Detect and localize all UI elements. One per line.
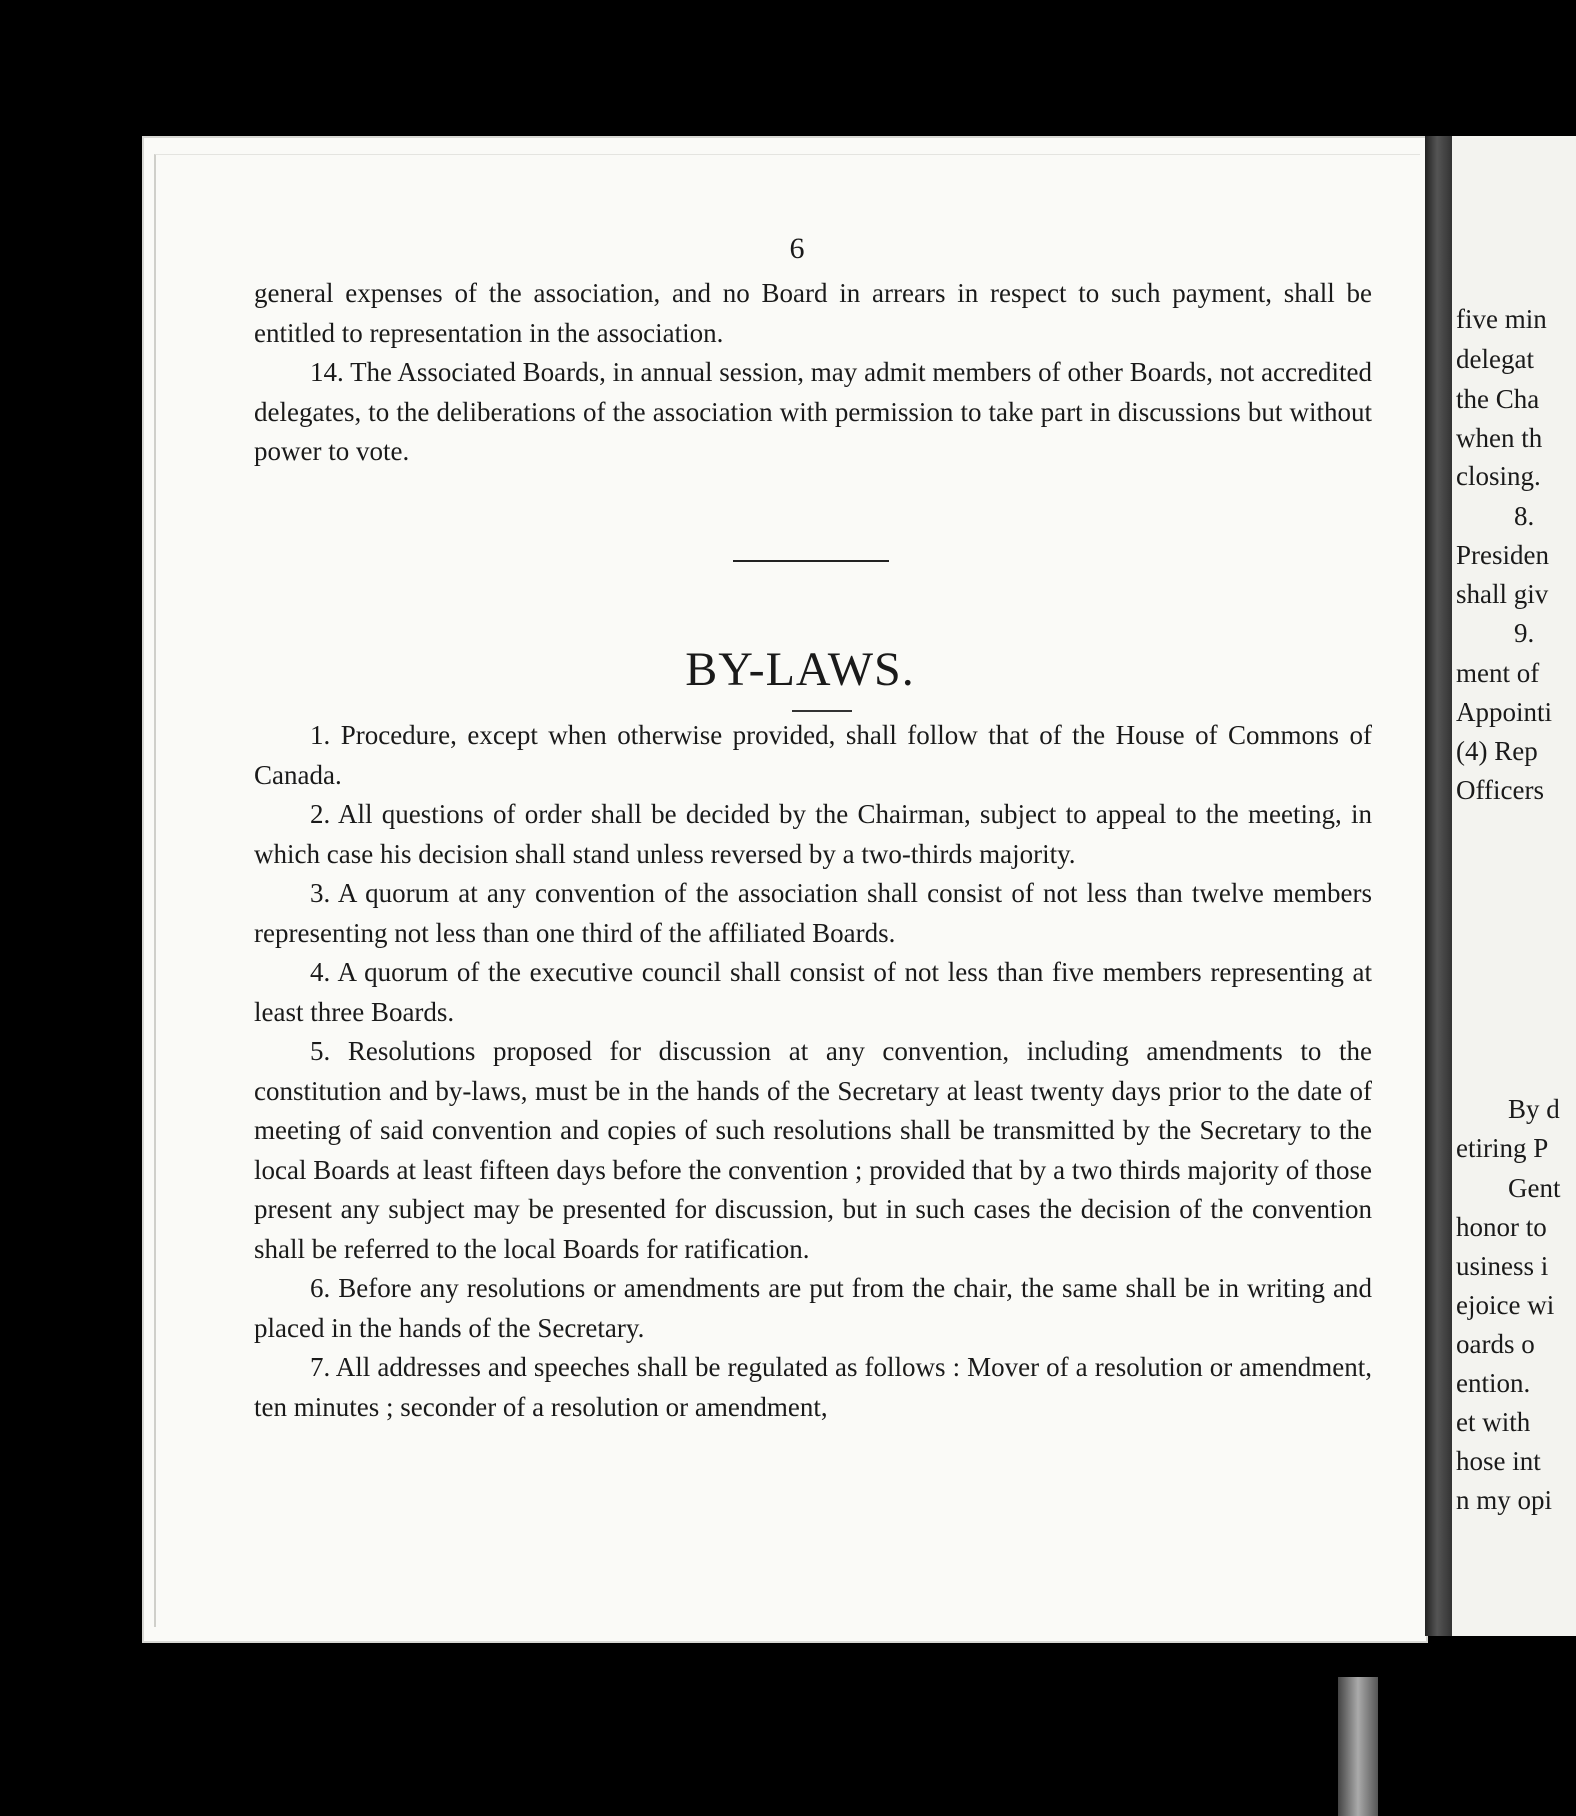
section-heading: BY-LAWS. (685, 643, 915, 696)
facing-line: 9. (1514, 618, 1535, 648)
facing-line: shall giv (1456, 579, 1549, 609)
facing-line: when th (1456, 423, 1543, 453)
facing-line: Appointi (1456, 697, 1553, 727)
bylaw-item: 6. Before any resolutions or amendments are put from the chair, the same shall be in writing and placed in the hands of the Secretary. (254, 1273, 1372, 1343)
facing-line: (4) Rep (1456, 736, 1538, 766)
bylaws-list (254, 716, 1372, 1427)
facing-line: By d (1508, 1094, 1560, 1124)
scanner-stand (1338, 1677, 1378, 1816)
heading-underline (792, 710, 852, 712)
section-divider (733, 560, 889, 562)
facing-line: n my opi (1456, 1485, 1553, 1515)
facing-line: oards o (1456, 1329, 1535, 1359)
facing-line: Gent (1508, 1173, 1561, 1203)
bylaw-item: 7. All addresses and speeches shall be regulated as follows : Mover of a resolution or amendment, ten minutes ; seconder of a resolution or amendment, (254, 1352, 1372, 1422)
paragraph-article-14: 14. The Associated Boards, in annual session, may admit members of other Boards, not accredited delegates, to the deliberations of the association with permission to take part in discussions but without power to vote. (254, 357, 1372, 466)
facing-line: delegat (1456, 344, 1534, 374)
facing-line: five min (1456, 304, 1547, 334)
document-page (142, 136, 1428, 1643)
facing-line: closing. (1456, 461, 1541, 491)
facing-line: usiness i (1456, 1251, 1549, 1281)
bylaw-item: 4. A quorum of the executive council shall consist of not less than five members representing at least three Boards. (254, 957, 1372, 1027)
facing-line: honor to (1456, 1212, 1547, 1242)
bylaw-item: 1. Procedure, except when otherwise provided, shall follow that of the House of Commons of Canada. (254, 720, 1372, 790)
facing-line: Officers (1456, 775, 1544, 805)
bylaw-item: 5. Resolutions proposed for discussion at any convention, including amendments to the constitution and by-laws, must be in the hands of the Secretary at least twenty days prior to the date of meeting of said convention and copies of such resolutions shall be transmitted by the Secretary to the local Boards at least fifteen days before the convention ; provided that by a two thirds majority of those present any subject may be presented for discussion, but in such cases the decision of the convention shall be referred to the local Boards for ratification. (254, 1036, 1372, 1264)
facing-line: the Cha (1456, 384, 1540, 414)
facing-line: ment of (1456, 658, 1540, 688)
facing-page (1452, 136, 1576, 1636)
facing-line: 8. (1514, 501, 1535, 531)
bylaw-item: 3. A quorum at any convention of the association shall consist of not less than twelve members representing not less than one third of the affiliated Boards. (254, 878, 1372, 948)
facing-line: ention. (1456, 1368, 1531, 1398)
page-number: 6 (789, 232, 805, 265)
facing-line: hose int (1456, 1446, 1541, 1476)
bylaw-item: 2. All questions of order shall be decided by the Chairman, subject to appeal to the meeting, in which case his decision shall stand unless reversed by a two-thirds majority. (254, 799, 1372, 869)
book-binding (1425, 136, 1452, 1636)
paragraph-continuation: general expenses of the association, and no Board in arrears in respect to such payment, shall be entitled to representation in the association. (254, 278, 1372, 348)
top-text-block (254, 274, 1372, 472)
facing-line: et with (1456, 1407, 1531, 1437)
facing-line: etiring P (1456, 1133, 1549, 1163)
facing-line: Presiden (1456, 540, 1549, 570)
facing-line: ejoice wi (1456, 1290, 1555, 1320)
